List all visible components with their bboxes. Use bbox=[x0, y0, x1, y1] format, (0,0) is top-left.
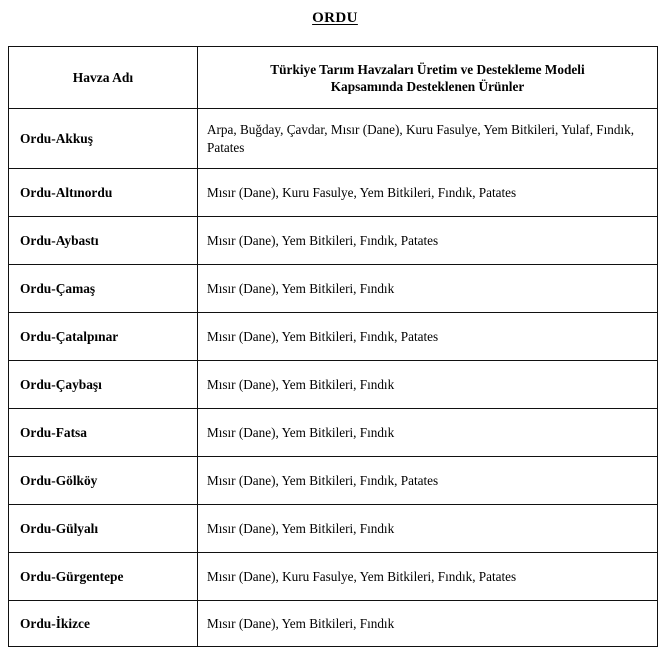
cell-products: Mısır (Dane), Yem Bitkileri, Fındık, Patates bbox=[198, 217, 658, 265]
table-row bbox=[9, 265, 658, 313]
cell-products: Mısır (Dane), Yem Bitkileri, Fındık bbox=[198, 409, 658, 457]
table-row bbox=[9, 361, 658, 409]
havza-products-table bbox=[8, 46, 658, 647]
column-header-products-line1: Türkiye Tarım Havzaları Üretim ve Destekleme Modeli bbox=[270, 61, 585, 77]
table-row bbox=[9, 553, 658, 601]
table-row bbox=[9, 169, 658, 217]
cell-products: Mısır (Dane), Yem Bitkileri, Fındık bbox=[198, 601, 658, 647]
cell-products: Arpa, Buğday, Çavdar, Mısır (Dane), Kuru Fasulye, Yem Bitkileri, Yulaf, Fındık, Patates bbox=[198, 109, 658, 169]
table-row bbox=[9, 601, 658, 647]
cell-products: Mısır (Dane), Yem Bitkileri, Fındık bbox=[198, 505, 658, 553]
table-body bbox=[9, 109, 658, 647]
column-header-products-line2: Kapsamında Desteklenen Ürünler bbox=[330, 78, 525, 94]
table-row bbox=[9, 505, 658, 553]
table-header-row bbox=[9, 47, 658, 109]
cell-havza-adi: Ordu-İkizce bbox=[9, 601, 198, 647]
table-row bbox=[9, 109, 658, 169]
cell-havza-adi: Ordu-Gölköy bbox=[9, 457, 198, 505]
cell-products: Mısır (Dane), Yem Bitkileri, Fındık, Patates bbox=[198, 313, 658, 361]
cell-havza-adi: Ordu-Fatsa bbox=[9, 409, 198, 457]
table-row bbox=[9, 409, 658, 457]
cell-products: Mısır (Dane), Yem Bitkileri, Fındık bbox=[198, 265, 658, 313]
cell-products: Mısır (Dane), Kuru Fasulye, Yem Bitkileri, Fındık, Patates bbox=[198, 553, 658, 601]
cell-products: Mısır (Dane), Yem Bitkileri, Fındık bbox=[198, 361, 658, 409]
page-title bbox=[0, 8, 670, 28]
cell-havza-adi: Ordu-Gülyalı bbox=[9, 505, 198, 553]
cell-havza-adi: Ordu-Altınordu bbox=[9, 169, 198, 217]
table-row bbox=[9, 313, 658, 361]
cell-havza-adi: Ordu-Aybastı bbox=[9, 217, 198, 265]
page-title-text: ORDU bbox=[312, 10, 358, 26]
table-row bbox=[9, 457, 658, 505]
cell-havza-adi: Ordu-Çatalpınar bbox=[9, 313, 198, 361]
column-header-products bbox=[198, 47, 658, 109]
table-row bbox=[9, 217, 658, 265]
table-header bbox=[9, 47, 658, 109]
column-header-havza-adi: Havza Adı bbox=[9, 47, 198, 109]
cell-havza-adi: Ordu-Çaybaşı bbox=[9, 361, 198, 409]
cell-products: Mısır (Dane), Kuru Fasulye, Yem Bitkileri, Fındık, Patates bbox=[198, 169, 658, 217]
cell-havza-adi: Ordu-Akkuş bbox=[9, 109, 198, 169]
cell-products: Mısır (Dane), Yem Bitkileri, Fındık, Patates bbox=[198, 457, 658, 505]
cell-havza-adi: Ordu-Gürgentepe bbox=[9, 553, 198, 601]
cell-havza-adi: Ordu-Çamaş bbox=[9, 265, 198, 313]
